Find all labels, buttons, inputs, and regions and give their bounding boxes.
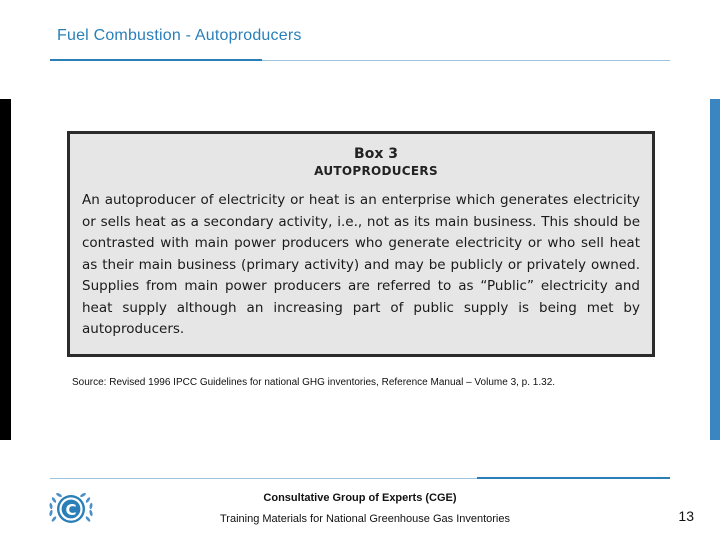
- box-body-text: An autoproducer of electricity or heat is an enterprise which generates electricity or sells heat as a secondary activity, i.e., not as its main business. This should be contrasted with main power producers who generate electricity or who sell heat as their main business (primary activity) and may be publicly or privately owned. Supplies from main power producers are referred to as “Public” electricity and heat supply although an increasing part of public supply is being met by autoproducers.: [82, 192, 640, 337]
- left-edge-bar: [0, 99, 11, 440]
- footer-subtitle: Training Materials for National Greenhouse Gas Inventories: [219, 513, 510, 525]
- slide-title: Fuel Combustion - Autoproducers: [57, 27, 302, 44]
- title-divider-accent: [50, 59, 262, 61]
- box-subheading: AUTOPRODUCERS: [314, 164, 438, 178]
- box-3-image: [67, 131, 655, 357]
- page-number: 13: [678, 508, 694, 524]
- box-heading: Box 3: [354, 146, 398, 162]
- right-edge-bar: [710, 99, 720, 440]
- source-citation: Source: Revised 1996 IPCC Guidelines for national GHG inventories, Reference Manual – Volume 3, p. 1.32.: [72, 377, 556, 388]
- footer-organization: Consultative Group of Experts (CGE): [263, 492, 457, 504]
- footer-divider-accent: [477, 477, 670, 479]
- svg-text:C: C: [65, 501, 77, 519]
- un-climate-change-logo-icon: [45, 488, 97, 532]
